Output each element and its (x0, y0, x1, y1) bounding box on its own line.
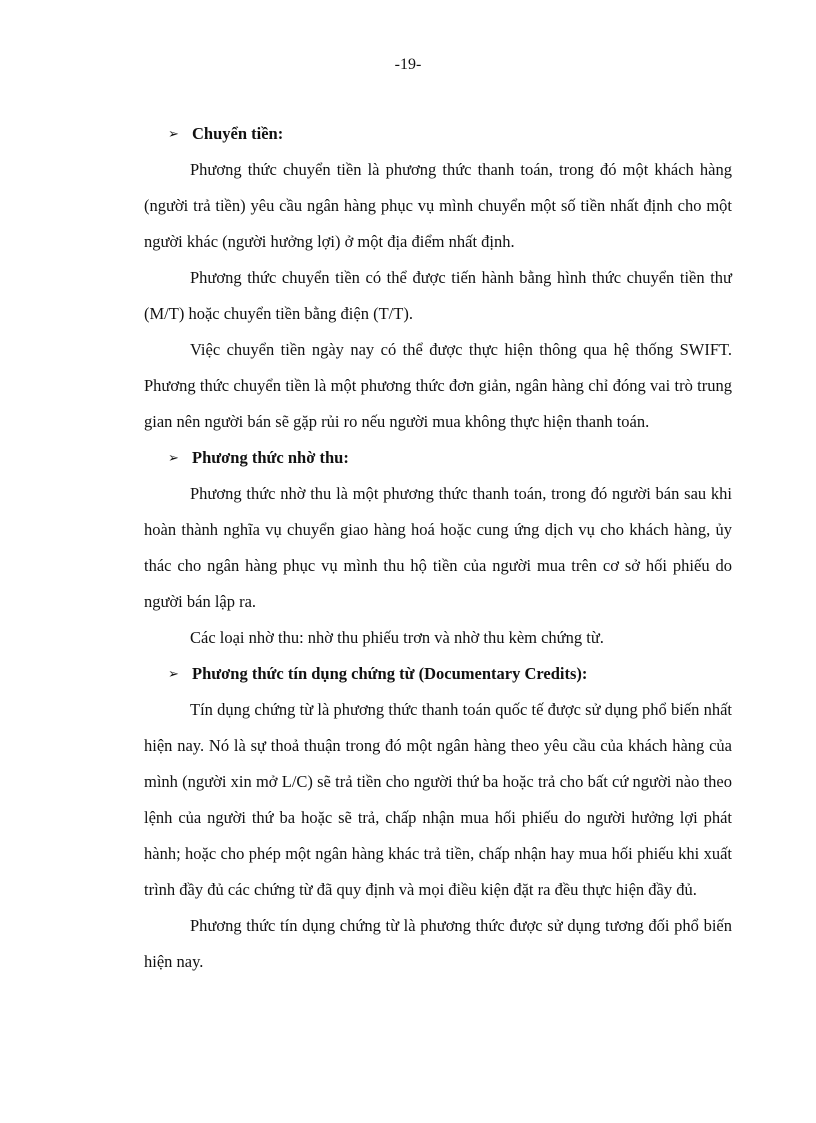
section-tin-dung-chung-tu (144, 656, 732, 980)
section-heading-text: Phương thức nhờ thu: (192, 448, 349, 467)
page-number: -19- (394, 56, 422, 73)
section-heading-text: Phương thức tín dụng chứng từ (Documentary Credits): (192, 664, 588, 683)
page-content (144, 116, 732, 980)
paragraph: Các loại nhờ thu: nhờ thu phiếu trơn và nhờ thu kèm chứng từ. (190, 628, 604, 647)
paragraph: Tín dụng chứng từ là phương thức thanh toán quốc tế được sử dụng phổ biến nhất hiện nay. Nó là sự thoả thuận trong đó một ngân hàng theo yêu cầu của khách hàng của mình (người xin mở L/C) sẽ trả tiền cho người thứ ba hoặc trả cho bất cứ người nào theo lệnh của người thứ ba hoặc sẽ trả, chấp nhận mua hối phiếu do người hưởng lợi phát hành; hoặc cho phép một ngân hàng khác trả tiền, chấp nhận hay mua hối phiếu khi xuất trình đầy đủ các chứng từ đã quy định và mọi điều kiện đặt ra đều thực hiện đầy đủ. (144, 700, 732, 899)
section-heading-text: Chuyển tiền: (192, 124, 284, 143)
section-chuyen-tien (144, 116, 732, 440)
paragraph: Phương thức chuyển tiền là phương thức thanh toán, trong đó một khách hàng (người trả tiền) yêu cầu ngân hàng phục vụ mình chuyển một số tiền nhất định cho một người khác (người hưởng lợi) ở một địa điểm nhất định. (144, 160, 732, 251)
section-heading (144, 116, 732, 152)
section-heading (144, 656, 732, 692)
arrow-bullet-icon: ➢ (168, 450, 179, 465)
section-heading (144, 440, 732, 476)
section-nho-thu (144, 440, 732, 656)
paragraph: Việc chuyển tiền ngày nay có thể được thực hiện thông qua hệ thống SWIFT. Phương thức chuyển tiền là một phương thức đơn giản, ngân hàng chỉ đóng vai trò trung gian nên người bán sẽ gặp rủi ro nếu người mua không thực hiện thanh toán. (144, 340, 732, 431)
paragraph: Phương thức nhờ thu là một phương thức thanh toán, trong đó người bán sau khi hoàn thành nghĩa vụ chuyển giao hàng hoá hoặc cung ứng dịch vụ cho khách hàng, ủy thác cho ngân hàng phục vụ mình thu hộ tiền của người mua trên cơ sở hối phiếu do người bán lập ra. (144, 484, 732, 611)
arrow-bullet-icon: ➢ (168, 666, 179, 681)
arrow-bullet-icon: ➢ (168, 126, 179, 141)
paragraph: Phương thức chuyển tiền có thể được tiến hành bằng hình thức chuyển tiền thư (M/T) hoặc chuyển tiền bằng điện (T/T). (144, 268, 732, 323)
paragraph: Phương thức tín dụng chứng từ là phương thức được sử dụng tương đối phổ biến hiện nay. (144, 916, 732, 971)
